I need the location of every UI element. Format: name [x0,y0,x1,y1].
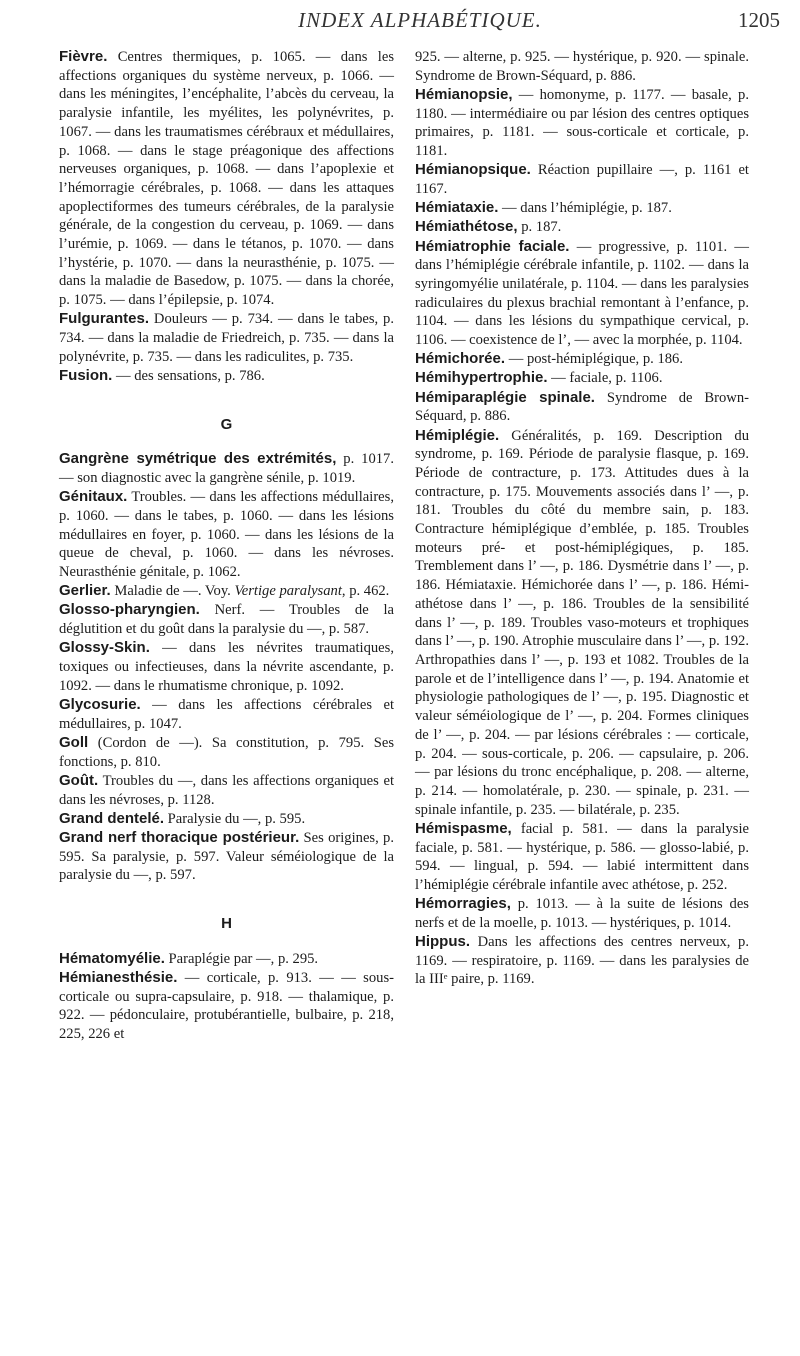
index-entry [59,696,394,733]
entry-headword: Glycosurie. [59,696,141,713]
entry-headword: Hémiathétose, [415,218,518,236]
index-entry [59,310,394,366]
entry-text: — dans les névrites traumatiques, toxiques ou infectieuses, dans la névrite ascendante, p. 1092. — dans le rhumatisme chronique, p. 1092. [59,640,394,694]
index-entry [59,367,394,386]
index-entry [59,601,394,638]
index-entry [415,350,749,369]
index-entry [59,639,394,695]
entry-text: Ses origines, p. 595. Sa paralysie, p. 597. Valeur séméiologique de la paralysie du —, p. 597. [59,829,394,884]
running-head [60,8,780,38]
entry-text: Syndrome de Brown-Séquard, p. 886. [415,389,749,425]
entry-text: p. 1017. — son diagnostic avec la gangrène sénile, p. 1019. [59,451,394,487]
entry-text: Maladie de —. Voy. [110,583,235,600]
entry-text: Troubles. — dans les affections médullaires, p. 1060. — dans le tabes, p. 1060. — dans les lésions médullaires en foyer, p. 1060. — dans les lésions de la queue de cheval, p. 1060. — dans les névroses. Neurasthénie génitale, p. 1062. [59,489,394,581]
entry-headword: Fièvre. [59,48,108,65]
index-entry [59,450,394,487]
entry-text: — des sensations, p. 786. [112,367,265,384]
index-entry [415,933,749,989]
index-entry [59,950,394,969]
running-title: INDEX ALPHABÉTIQUE. [298,8,542,32]
index-entry [59,48,394,310]
section-letter: H [221,915,232,933]
entry-headword: Hippus. [415,933,470,951]
entry-headword: Grand nerf thoracique postérieur. [59,828,300,846]
entry-headword: Grand dentelé. [59,809,165,827]
entry-text: — corticale, p. 913. — — sous-corticale ou supra-capsulaire, p. 918. — thalamique, p. 922. — pédonculaire, protubérantielle, bulbaire, p. 218, 225, 226 et [59,969,394,1043]
index-entry [415,86,749,161]
entry-text: p. 187. [517,219,562,236]
entry-headword: Glossy-Skin. [59,639,150,657]
entry-text: facial p. 581. — dans la paralysie faciale, p. 581. — hystérique, p. 586. — glosso-labié, p. 594. — lingual, p. 594. — labié intermittent dans l’hémiplégie cérébrale infantile avec athétose, p. 252. [415,820,749,893]
entry-text: Généralités, p. 169. Description du syndrome, p. 169. Période de paralysie flasque, p. 169. Période de contracture, p. 173. Attitudes dues à la contracture, p. 175. Mouvements associés dans l’ —, p. 181. Troubles du côté du membre sain, p. 183. Contracture hémiplégique d’emblée, p. 185. Troubles moteurs pré- et post-hémiplégiques, p. 185. Tremblement dans l’ —, p. 186. Dysmétrie dans l’ —, p. 186. Hémiataxie. Hémichorée dans l’ —, p. 186. Hémi-athétose dans l’ —, p. 186. Troubles de la sensibilité dans l’ —, p. 189. Troubles vaso-moteurs et trophiques dans l’ —, p. 190. Atrophie musculaire dans l’ —, p. 192. Arthropathies dans l’ —, p. 193 et 1082. Troubles de la parole et de l’intelligence dans l’ —, p. 194. Anatomie et physiologie pathologiques de l’ —, p. 195. Diagnostic et valeur séméiologique de l’ —, p. 204. Formes cliniques de l’ —, p. 204. — par lésions cérébrales : — corticale, p. 204. — sous-corticale, p. 206. — capsulaire, p. 206. — par lésions du tronc encéphalique, p. 208. — alterne, p. 214. — homolatérale, p. 230. — spinale, p. 231. — spinale infantile, p. 235. — bilatérale, p. 235. [415,427,749,818]
entry-headword: Goll [59,733,89,751]
index-entry [415,427,749,820]
entry-text: p. 1013. — à la suite de lésions des nerfs et de la moelle, p. 1013. — hystériques, p. 1014. [415,896,749,931]
entry-headword: Génitaux. [59,488,128,506]
index-entry [415,895,749,932]
entry-headword: Hémichorée. [415,350,506,368]
entry-headword: Glosso-pharyngien. [59,601,200,619]
index-entry [415,161,749,198]
entry-text: 925. — alterne, p. 925. — hystérique, p. 920. — spinale. Syndrome de Brown-Séquard, p. 886. [415,49,749,84]
entry-headword: Gerlier. [59,582,111,600]
index-entry [59,734,394,771]
section-letter: G [220,415,233,433]
left-column [59,48,394,1044]
index-entry [415,389,749,426]
index-entry [59,488,394,582]
entry-text: — dans les affections cérébrales et médullaires, p. 1047. [59,697,394,732]
entry-headword: Hématomyélie. [59,949,165,967]
entry-text: Nerf. — Troubles de la déglutition et du goût dans la paralysie du —, p. 587. [59,602,394,638]
entry-headword: Gangrène symétrique des extrémités, [59,450,337,468]
index-entry [415,369,749,388]
entry-headword: Fulgurantes. [59,310,150,328]
entry-cross-reference: Vertige paralysant [234,583,342,600]
index-entry [59,582,394,601]
entry-text: Troubles du —, dans les affections organiques et dans les névroses, p. 1128. [59,772,394,808]
page-number: 1205 [738,8,780,32]
entry-text-tail: , p. 462. [341,583,390,600]
entry-text: Paraplégie par —, p. 295. [164,950,319,967]
entry-text: — faciale, p. 1106. [547,370,663,387]
entry-text: Réaction pupillaire —, p. 1161 et 1167. [415,162,749,197]
index-entry [415,238,749,350]
entry-headword: Hémiparaplégie spinale. [415,388,595,406]
index-entry [59,829,394,885]
entry-text: Dans les affections des centres nerveux, p. 1169. — respiratoire, p. 1169. — dans les paralysies de la IIIᵉ paire, p. 1169. [415,934,749,988]
entry-text: Paralysie du —, p. 595. [164,810,306,827]
index-entry [59,810,394,829]
entry-headword: Hémianopsique. [415,161,531,179]
entry-headword: Hémiataxie. [415,199,499,217]
index-entry [59,772,394,809]
entry-headword: Hémiatrophie faciale. [415,237,570,255]
index-entry [415,48,749,85]
entry-headword: Hémorragies, [415,895,511,913]
entry-headword: Hémispasme, [415,819,512,837]
entry-text: Centres thermiques, p. 1065. — dans les affections organiques du système nerveux, p. 1066. — dans les méningites, l’encéphalite, l’abcès du cerveau, la paralysie infantile, les myélites, les polynévrites, p. 1067. — dans les traumatismes cérébraux et médullaires, p. 1068. — dans le stage préagonique des affections nerveuses organiques, p. 1068. — dans l’apoplexie et l’hémorragie cérébrales, p. 1068. — dans les attaques apoplectiformes des tumeurs cérébrales, de la paralysie générale, de la congestion du cerveau, p. 1069. — dans l’urémie, p. 1069. — dans le tétanos, p. 1070. — dans l’hystérie, p. 1070. — dans la neurasthénie, p. 1075. — dans la maladie de Basedow, p. 1075. — dans la chorée, p. 1075. — dans l’épilepsie, p. 1074. [59,49,394,309]
index-entry [415,199,749,218]
entry-headword: Goût. [59,771,99,789]
entry-text: (Cordon de —). Sa constitution, p. 795. Ses fonctions, p. 810. [59,734,394,770]
right-column [415,48,749,990]
entry-text: — post-hémiplégique, p. 186. [505,351,683,368]
entry-headword: Hémianesthésie. [59,968,178,986]
entry-headword: Hémiplégie. [415,426,500,444]
index-entry [415,218,749,237]
entry-text: Douleurs — p. 734. — dans le tabes, p. 734. — dans la maladie de Friedreich, p. 735. — dans la polynévrite, p. 735. — dans les radiculites, p. 735. [59,311,394,365]
entry-text: — homonyme, p. 1177. — basale, p. 1180. — intermédiaire ou par lésion des centres optiques primaires, p. 1181. — sous-corticale et corticale, p. 1181. [415,86,749,160]
entry-headword: Hémihypertrophie. [415,369,548,387]
index-entry [415,820,749,895]
entry-headword: Fusion. [59,366,113,384]
index-entry [59,969,394,1044]
entry-text: — progressive, p. 1101. — dans l’hémiplégie cérébrale infantile, p. 1102. — dans la syringomyélie unilatérale, p. 1104. — dans les paralysies radiculaires du plexus brachial remontant à l’enfance, p. 1104. — dans les lésions du sympathique cervical, p. 1106. — coexistence de l’, — avec la morphée, p. 1104. [415,238,750,349]
entry-text: — dans l’hémiplégie, p. 187. [498,200,672,217]
entry-headword: Hémianopsie, [415,85,513,103]
